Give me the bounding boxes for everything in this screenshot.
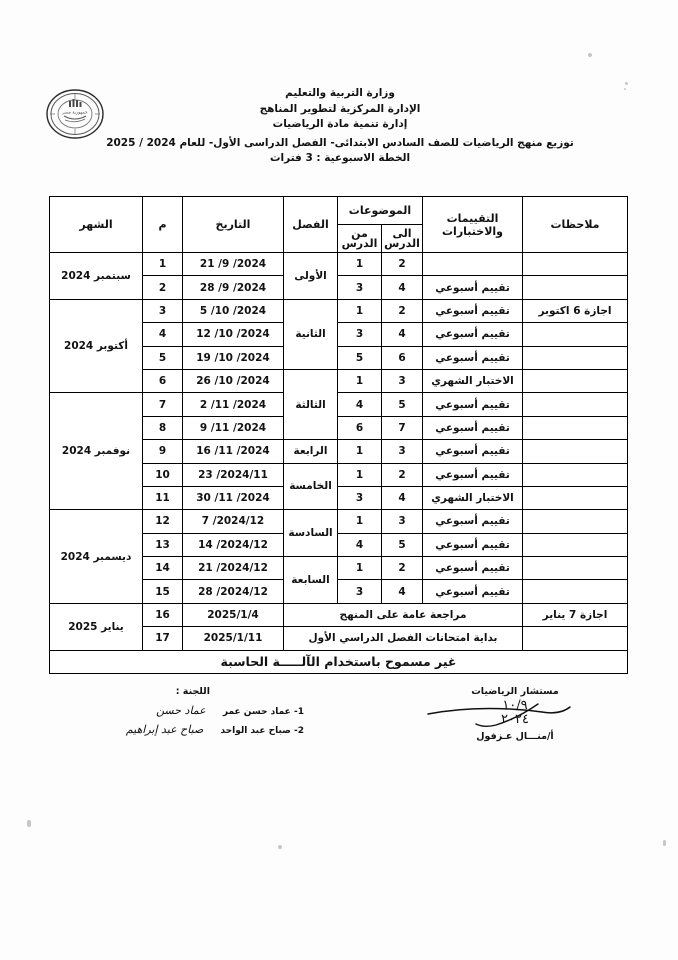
cell-notes <box>523 276 628 299</box>
cell-assessment: تقييم أسبوعي <box>423 393 523 416</box>
cell-topic-from: 3 <box>338 486 382 509</box>
ministry-line-1: وزارة التربية والتعليم <box>285 87 395 99</box>
advisor-date <box>410 699 620 727</box>
cell-chapter: الأولى <box>284 253 338 300</box>
cell-chapter: السابعة <box>284 557 338 604</box>
column-header-number: م <box>143 197 183 253</box>
table-header-row-1 <box>50 197 628 225</box>
cell-number: 12 <box>143 510 183 533</box>
topic-from-line-1: من <box>351 226 368 240</box>
cell-date: 2024/ 10/ 5 <box>183 299 284 322</box>
table-row <box>50 253 628 276</box>
cell-topic-from: 1 <box>338 510 382 533</box>
cell-notes <box>523 486 628 509</box>
cell-assessment: تقييم أسبوعي <box>423 416 523 439</box>
advisor-block <box>410 686 620 742</box>
committee-member-2-signature: صباح عبد إبراهيم <box>125 723 204 736</box>
committee-member-2-index: 2- <box>293 726 304 736</box>
table-footer-row <box>50 650 628 673</box>
cell-topic-from: 1 <box>338 557 382 580</box>
committee-member-1-name: عماد حسن عمر <box>222 707 291 717</box>
scan-speck <box>588 53 592 57</box>
signature-area <box>50 686 630 756</box>
cell-topic-to: 2 <box>382 557 423 580</box>
cell-notes <box>523 323 628 346</box>
cell-notes <box>523 393 628 416</box>
cell-assessment <box>423 253 523 276</box>
cell-assessment: تقييم أسبوعي <box>423 299 523 322</box>
cell-notes <box>523 416 628 439</box>
cell-assessment: تقييم أسبوعي <box>423 533 523 556</box>
cell-month: يناير 2025 <box>50 603 143 650</box>
cell-date: 2025/1/11 <box>183 627 284 650</box>
column-header-topics: الموضوعات <box>338 197 423 225</box>
cell-chapter: الثالثة <box>284 369 338 439</box>
scan-speck <box>625 82 628 85</box>
cell-notes <box>523 627 628 650</box>
cell-notes <box>523 346 628 369</box>
cell-chapter: السادسة <box>284 510 338 557</box>
table-row <box>50 510 628 533</box>
table-header <box>50 197 628 253</box>
cell-number: 14 <box>143 557 183 580</box>
cell-topic-from: 1 <box>338 463 382 486</box>
cell-topic-to: 2 <box>382 253 423 276</box>
scan-speck <box>663 840 666 846</box>
topic-to-line-2: الدرس <box>384 236 420 250</box>
cell-number: 7 <box>143 393 183 416</box>
cell-topic-to: 4 <box>382 323 423 346</box>
cell-date: 2024/ 11/ 9 <box>183 416 284 439</box>
table-row <box>50 393 628 416</box>
table-summary-row <box>50 603 628 626</box>
cell-number: 16 <box>143 603 183 626</box>
cell-notes <box>523 253 628 276</box>
svg-text:جمهورية مصر: جمهورية مصر <box>62 110 88 116</box>
column-header-notes: ملاحظات <box>523 197 628 253</box>
cell-number: 5 <box>143 346 183 369</box>
cell-topic-to: 6 <box>382 346 423 369</box>
cell-date: 2025/1/4 <box>183 603 284 626</box>
cell-notes <box>523 463 628 486</box>
committee-member-2-name: صباح عبد الواحد <box>220 726 291 736</box>
table-body <box>50 253 628 674</box>
cell-topic-to: 4 <box>382 276 423 299</box>
cell-date: 2024/ 10/ 19 <box>183 346 284 369</box>
cell-number: 6 <box>143 369 183 392</box>
advisor-name: أ/منـــال عـزفول <box>476 731 554 742</box>
cell-number: 15 <box>143 580 183 603</box>
cell-assessment: الاختبار الشهري <box>423 486 523 509</box>
cell-number: 2 <box>143 276 183 299</box>
cell-topic-to: 2 <box>382 299 423 322</box>
document-subtitle: الخطة الاسبوعية : 3 فترات <box>269 152 411 164</box>
assessments-header-line-1: التقييمات <box>446 211 499 225</box>
cell-date: 2024/ 10/ 12 <box>183 323 284 346</box>
cell-number: 11 <box>143 486 183 509</box>
cell-number: 9 <box>143 440 183 463</box>
cell-notes: اجازة 6 اكتوبر <box>523 299 628 322</box>
cell-chapter: الرابعة <box>284 440 338 463</box>
assessments-header-line-2: والاختبارات <box>442 224 503 238</box>
ministry-line-3: إدارة تنمية مادة الرياضيات <box>272 118 408 130</box>
cell-summary-text: بداية امتحانات الفصل الدراسي الأول <box>284 627 523 650</box>
advisor-role: مستشار الرياضيات <box>471 686 559 697</box>
cell-number: 10 <box>143 463 183 486</box>
cell-topic-from: 3 <box>338 580 382 603</box>
cell-assessment: تقييم أسبوعي <box>423 510 523 533</box>
cell-topic-to: 4 <box>382 580 423 603</box>
cell-assessment: تقييم أسبوعي <box>423 276 523 299</box>
cell-month: أكتوبر 2024 <box>50 299 143 393</box>
cell-notes <box>523 557 628 580</box>
cell-number: 4 <box>143 323 183 346</box>
column-header-assessments <box>423 197 523 253</box>
cell-topic-from: 1 <box>338 253 382 276</box>
advisor-date-line-1: ١٠/٩ <box>502 698 528 713</box>
column-header-chapter: الفصل <box>284 197 338 253</box>
cell-date: 2024/ 11/ 16 <box>183 440 284 463</box>
cell-topic-from: 3 <box>338 276 382 299</box>
cell-topic-from: 4 <box>338 393 382 416</box>
cell-notes <box>523 440 628 463</box>
topic-to-line-1: الى <box>392 226 412 240</box>
cell-number: 13 <box>143 533 183 556</box>
cell-date: 2024/11/ 23 <box>183 463 284 486</box>
column-header-topic-from <box>338 225 382 253</box>
cell-topic-from: 6 <box>338 416 382 439</box>
cell-date: 2024/12/ 28 <box>183 580 284 603</box>
cell-chapter: الخامسة <box>284 463 338 510</box>
distribution-table-container <box>50 196 628 674</box>
cell-topic-to: 7 <box>382 416 423 439</box>
cell-topic-to: 4 <box>382 486 423 509</box>
cell-notes: اجازة 7 يناير <box>523 603 628 626</box>
cell-date: 2024/ 10/ 26 <box>183 369 284 392</box>
curriculum-distribution-table <box>49 196 628 674</box>
cell-chapter: الثانية <box>284 299 338 369</box>
cell-number: 1 <box>143 253 183 276</box>
cell-date: 2024/ 11/ 2 <box>183 393 284 416</box>
committee-member-1-index: 1- <box>293 707 304 717</box>
cell-date: 2024/ 9/ 21 <box>183 253 284 276</box>
advisor-date-line-2: ٢٠٢٤ <box>501 712 529 727</box>
committee-member-1 <box>76 704 326 717</box>
cell-topic-from: 4 <box>338 533 382 556</box>
committee-member-1-signature: عماد حسن <box>156 704 206 717</box>
cell-notes <box>523 369 628 392</box>
cell-month: سبتمبر 2024 <box>50 253 143 300</box>
cell-assessment: تقييم أسبوعي <box>423 557 523 580</box>
cell-number: 17 <box>143 627 183 650</box>
committee-member-2 <box>76 723 326 736</box>
document-title: توزيع منهج الرياضيات للصف السادس الابتدائى- الفصل الدراسى الأول- للعام 2024 / 2025 <box>106 136 574 149</box>
cell-date: 2024/ 9/ 28 <box>183 276 284 299</box>
ministry-heading-block <box>50 86 630 167</box>
cell-assessment: تقييم أسبوعي <box>423 463 523 486</box>
table-row <box>50 299 628 322</box>
scan-speck <box>27 820 31 827</box>
cell-date: 2024/12/ 14 <box>183 533 284 556</box>
cell-topic-from: 3 <box>338 323 382 346</box>
cell-notes <box>523 510 628 533</box>
cell-assessment: تقييم أسبوعي <box>423 580 523 603</box>
cell-topic-from: 1 <box>338 299 382 322</box>
cell-date: 2024/12/ 21 <box>183 557 284 580</box>
cell-topic-to: 2 <box>382 463 423 486</box>
footer-note: غير مسموح باستخدام الآلـــــة الحاسبة <box>50 650 628 673</box>
cell-assessment: تقييم أسبوعي <box>423 323 523 346</box>
topic-from-line-2: الدرس <box>341 236 378 250</box>
column-header-date: التاريخ <box>183 197 284 253</box>
cell-topic-from: 1 <box>338 440 382 463</box>
cell-topic-from: 1 <box>338 369 382 392</box>
cell-assessment: تقييم أسبوعي <box>423 346 523 369</box>
cell-date: 2024/ 11/ 30 <box>183 486 284 509</box>
committee-label: اللجنة : <box>175 686 210 697</box>
cell-assessment: الاختبار الشهري <box>423 369 523 392</box>
document-header <box>50 86 630 194</box>
cell-month: نوفمبر 2024 <box>50 393 143 510</box>
cell-summary-text: مراجعة عامة على المنهج <box>284 603 523 626</box>
column-header-month: الشهر <box>50 197 143 253</box>
cell-topic-to: 5 <box>382 533 423 556</box>
cell-topic-from: 5 <box>338 346 382 369</box>
cell-topic-to: 3 <box>382 510 423 533</box>
cell-topic-to: 5 <box>382 393 423 416</box>
cell-topic-to: 3 <box>382 369 423 392</box>
cell-notes <box>523 580 628 603</box>
cell-notes <box>523 533 628 556</box>
cell-date: 2024/12/ 7 <box>183 510 284 533</box>
cell-assessment: تقييم أسبوعي <box>423 440 523 463</box>
ministry-line-2: الإدارة المركزية لتطوير المناهج <box>259 102 421 115</box>
column-header-topic-to <box>382 225 423 253</box>
scan-speck <box>278 845 282 849</box>
cell-number: 8 <box>143 416 183 439</box>
committee-block <box>76 686 326 742</box>
cell-topic-to: 3 <box>382 440 423 463</box>
cell-month: ديسمبر 2024 <box>50 510 143 604</box>
cell-number: 3 <box>143 299 183 322</box>
